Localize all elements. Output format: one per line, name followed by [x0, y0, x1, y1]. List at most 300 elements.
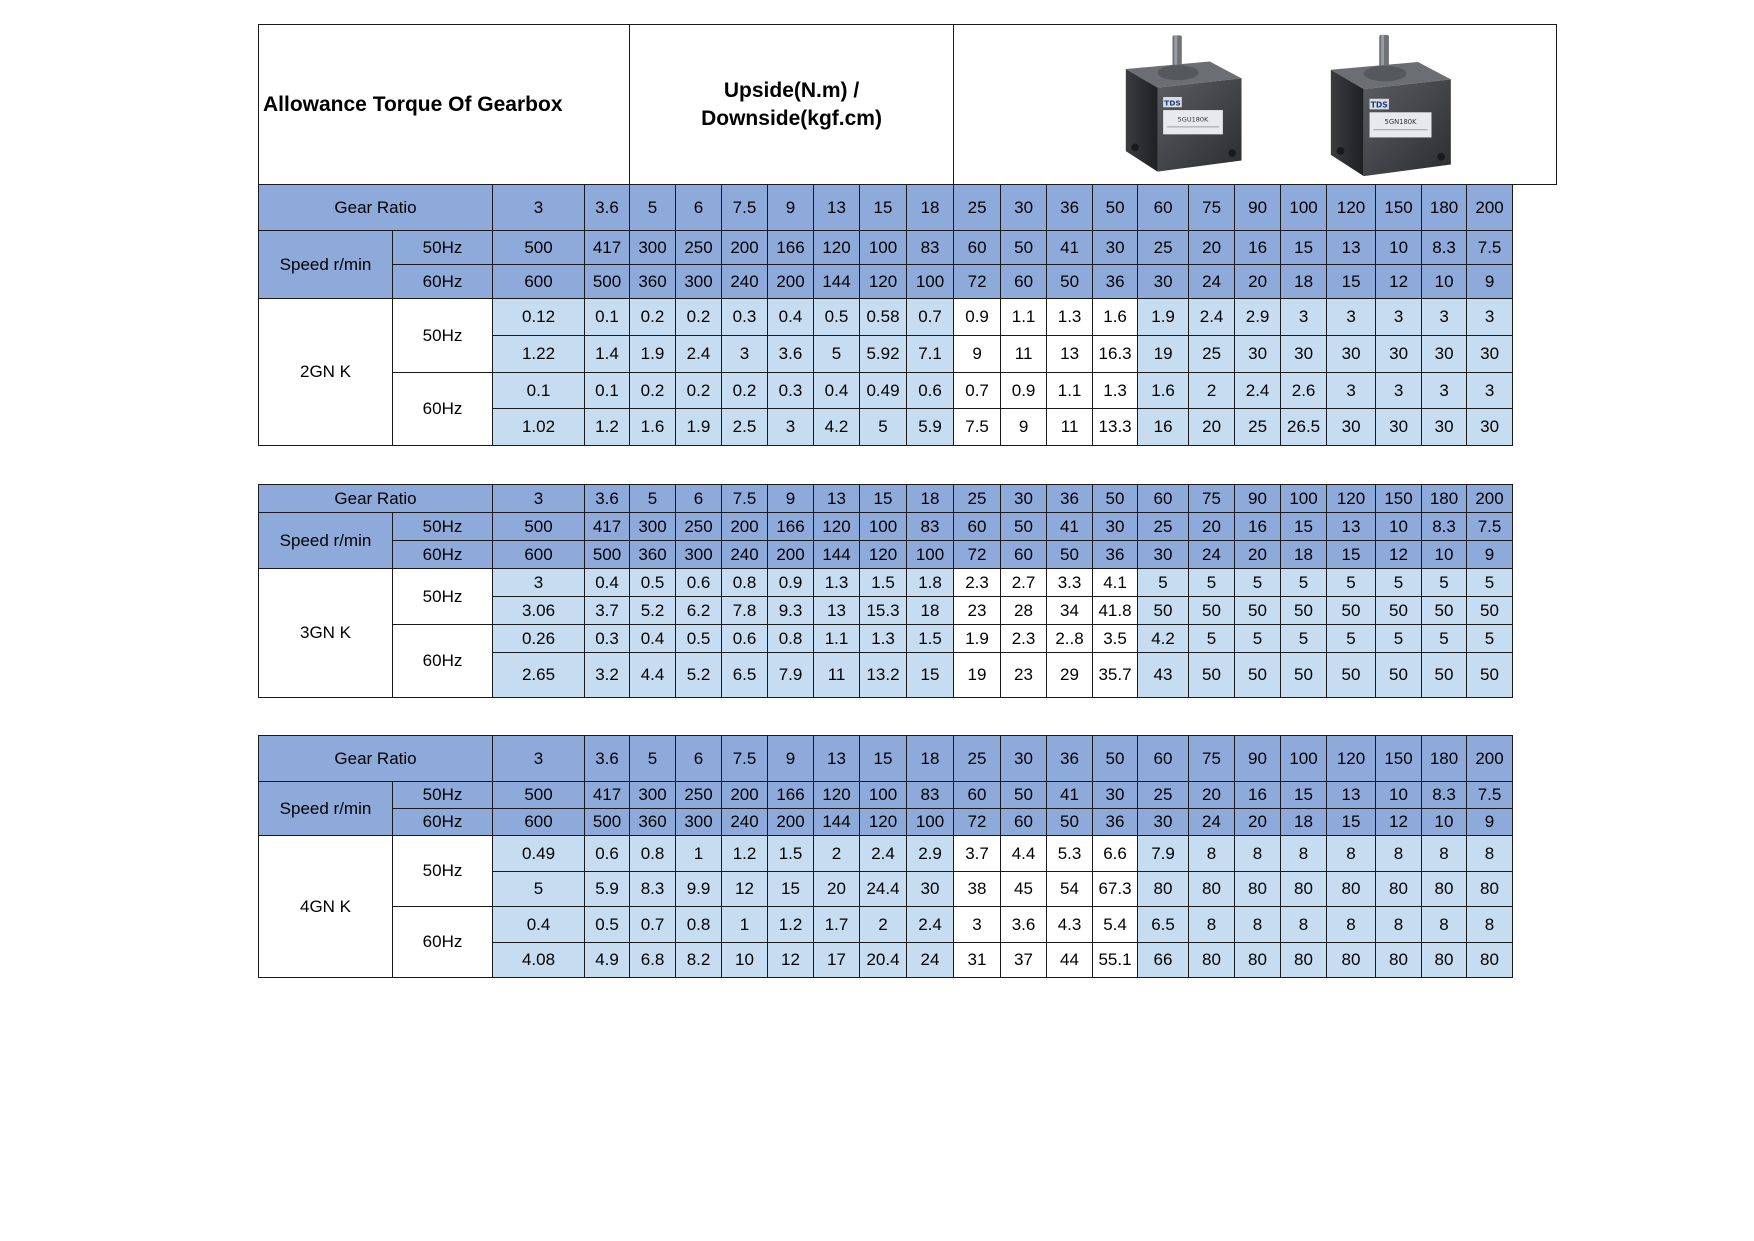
table-row [259, 513, 1557, 541]
torque-value: 50 [1422, 653, 1467, 698]
torque-value: 6.8 [630, 943, 676, 978]
speed-50hz-value: 25 [1138, 231, 1189, 265]
torque-value: 4.08 [493, 943, 585, 978]
torque-value: 2.4 [907, 907, 954, 943]
torque-value: 50 [1189, 653, 1235, 698]
speed-50hz-value: 20 [1189, 782, 1235, 809]
torque-value: 5 [1467, 625, 1513, 653]
gear-ratio-label: Gear Ratio [259, 185, 493, 231]
torque-value: 5 [1189, 569, 1235, 597]
torque-value: 5 [1376, 569, 1422, 597]
torque-value: 50 [1235, 653, 1281, 698]
speed-60hz-value: 20 [1235, 265, 1281, 299]
torque-value: 9.9 [676, 872, 722, 907]
frequency-60hz-label: 60Hz [393, 265, 493, 299]
speed-60hz-value: 100 [907, 809, 954, 836]
frequency-50hz-label: 50Hz [393, 231, 493, 265]
torque-value: 16 [1138, 409, 1189, 446]
speed-60hz-value: 144 [814, 809, 860, 836]
torque-value: 31 [954, 943, 1001, 978]
speed-60hz-value: 36 [1093, 265, 1138, 299]
speed-60hz-value: 12 [1376, 809, 1422, 836]
torque-value: 3.6 [1001, 907, 1047, 943]
speed-50hz-value: 120 [814, 231, 860, 265]
torque-value: 0.1 [493, 373, 585, 409]
torque-value: 3 [1327, 299, 1376, 336]
torque-value: 2.5 [722, 409, 768, 446]
speed-60hz-value: 10 [1422, 541, 1467, 569]
torque-value: 25 [1235, 409, 1281, 446]
torque-value: 30 [907, 872, 954, 907]
speed-label: Speed r/min [259, 513, 393, 569]
gear-ratio-value: 15 [860, 736, 907, 782]
page-title: Allowance Torque Of Gearbox [259, 25, 630, 185]
speed-50hz-value: 20 [1189, 231, 1235, 265]
torque-value: 1.22 [493, 336, 585, 373]
gear-ratio-value: 7.5 [722, 185, 768, 231]
speed-50hz-value: 15 [1281, 782, 1327, 809]
gear-ratio-value: 5 [630, 736, 676, 782]
torque-value: 0.4 [814, 373, 860, 409]
torque-value: 44 [1047, 943, 1093, 978]
torque-value: 20 [1189, 409, 1235, 446]
torque-value: 2.3 [1001, 625, 1047, 653]
torque-value: 30 [1376, 336, 1422, 373]
torque-value: 4.2 [1138, 625, 1189, 653]
svg-text:5GU180K: 5GU180K [1177, 115, 1209, 124]
gear-ratio-value: 13 [814, 485, 860, 513]
gear-ratio-value: 5 [630, 485, 676, 513]
speed-60hz-value: 30 [1138, 265, 1189, 299]
frequency-50hz-label: 50Hz [393, 782, 493, 809]
gear-ratio-value: 18 [907, 185, 954, 231]
gearbox-motor-icon [1309, 31, 1463, 181]
torque-value: 1.6 [630, 409, 676, 446]
table-row [259, 809, 1557, 836]
frequency-60hz-label: 60Hz [393, 625, 493, 698]
speed-60hz-value: 300 [676, 265, 722, 299]
torque-value: 15 [768, 872, 814, 907]
torque-value: 1.3 [1093, 373, 1138, 409]
torque-value: 13 [814, 597, 860, 625]
gear-ratio-value: 3 [493, 185, 585, 231]
gear-ratio-value: 100 [1281, 485, 1327, 513]
gear-ratio-value: 150 [1376, 185, 1422, 231]
torque-value: 9 [1001, 409, 1047, 446]
gear-ratio-value: 90 [1235, 485, 1281, 513]
gear-ratio-label: Gear Ratio [259, 485, 493, 513]
torque-table-3gn [258, 484, 1557, 698]
torque-value: 0.6 [585, 836, 630, 872]
torque-value: 80 [1422, 872, 1467, 907]
torque-value: 1.5 [907, 625, 954, 653]
torque-value: 0.8 [676, 907, 722, 943]
torque-value: 5 [1376, 625, 1422, 653]
speed-60hz-value: 500 [585, 541, 630, 569]
torque-value: 2.4 [860, 836, 907, 872]
torque-value: 8 [1422, 836, 1467, 872]
table-row [259, 185, 1557, 231]
torque-value: 80 [1327, 943, 1376, 978]
speed-60hz-value: 120 [860, 541, 907, 569]
torque-value: 3 [1422, 299, 1467, 336]
gear-ratio-value: 120 [1327, 736, 1376, 782]
torque-value: 50 [1327, 653, 1376, 698]
speed-50hz-value: 100 [860, 231, 907, 265]
speed-60hz-value: 9 [1467, 265, 1513, 299]
unit-upside: Upside(N.m) / [723, 78, 860, 102]
torque-value: 8 [1235, 836, 1281, 872]
torque-value: 4.1 [1093, 569, 1138, 597]
speed-50hz-value: 250 [676, 782, 722, 809]
torque-value: 8 [1327, 907, 1376, 943]
torque-value: 50 [1467, 653, 1513, 698]
torque-value: 7.8 [722, 597, 768, 625]
gear-ratio-value: 6 [676, 736, 722, 782]
torque-value: 11 [1047, 409, 1093, 446]
speed-60hz-value: 36 [1093, 541, 1138, 569]
speed-50hz-value: 166 [768, 231, 814, 265]
torque-value: 80 [1327, 872, 1376, 907]
gear-ratio-value: 60 [1138, 185, 1189, 231]
torque-value: 2..8 [1047, 625, 1093, 653]
speed-60hz-value: 600 [493, 541, 585, 569]
torque-value: 5 [1189, 625, 1235, 653]
speed-60hz-value: 10 [1422, 809, 1467, 836]
torque-value: 5 [1281, 569, 1327, 597]
torque-value: 0.5 [676, 625, 722, 653]
torque-value: 4.3 [1047, 907, 1093, 943]
speed-50hz-value: 250 [676, 231, 722, 265]
torque-value: 15.3 [860, 597, 907, 625]
torque-value: 50 [1235, 597, 1281, 625]
torque-value: 0.7 [907, 299, 954, 336]
torque-value: 1.6 [1093, 299, 1138, 336]
torque-value: 12 [768, 943, 814, 978]
torque-value: 1.5 [860, 569, 907, 597]
torque-value: 50 [1376, 653, 1422, 698]
speed-50hz-value: 15 [1281, 513, 1327, 541]
gear-ratio-value: 120 [1327, 485, 1376, 513]
unit-caption [630, 25, 954, 185]
gear-ratio-value: 180 [1422, 485, 1467, 513]
torque-value: 35.7 [1093, 653, 1138, 698]
torque-value: 1.4 [585, 336, 630, 373]
gear-ratio-value: 36 [1047, 736, 1093, 782]
torque-value: 5 [860, 409, 907, 446]
speed-60hz-value: 60 [1001, 809, 1047, 836]
torque-value: 45 [1001, 872, 1047, 907]
speed-50hz-value: 20 [1189, 513, 1235, 541]
torque-value: 66 [1138, 943, 1189, 978]
torque-value: 0.6 [676, 569, 722, 597]
torque-value: 30 [1467, 409, 1513, 446]
torque-value: 0.2 [676, 299, 722, 336]
torque-value: 3 [493, 569, 585, 597]
torque-value: 0.3 [585, 625, 630, 653]
torque-value: 41.8 [1093, 597, 1138, 625]
torque-value: 9 [954, 336, 1001, 373]
gear-ratio-value: 9 [768, 185, 814, 231]
torque-value: 11 [814, 653, 860, 698]
torque-value: 16.3 [1093, 336, 1138, 373]
torque-value: 8 [1235, 907, 1281, 943]
speed-60hz-value: 144 [814, 541, 860, 569]
torque-value: 0.4 [493, 907, 585, 943]
speed-50hz-value: 30 [1093, 782, 1138, 809]
table-row [259, 485, 1557, 513]
speed-60hz-value: 360 [630, 265, 676, 299]
gear-ratio-value: 15 [860, 485, 907, 513]
speed-60hz-value: 600 [493, 809, 585, 836]
torque-value: 2.9 [907, 836, 954, 872]
torque-value: 7.5 [954, 409, 1001, 446]
speed-60hz-value: 20 [1235, 809, 1281, 836]
gear-ratio-value: 13 [814, 736, 860, 782]
torque-value: 8 [1376, 836, 1422, 872]
speed-50hz-value: 417 [585, 782, 630, 809]
speed-60hz-value: 15 [1327, 809, 1376, 836]
gear-ratio-value: 200 [1467, 485, 1513, 513]
torque-value: 30 [1281, 336, 1327, 373]
torque-value: 5 [1235, 625, 1281, 653]
torque-value: 30 [1422, 409, 1467, 446]
table-row [259, 782, 1557, 809]
speed-label: Speed r/min [259, 231, 393, 299]
torque-value: 0.9 [1001, 373, 1047, 409]
table-row [259, 299, 1557, 336]
speed-50hz-value: 15 [1281, 231, 1327, 265]
speed-50hz-value: 300 [630, 513, 676, 541]
torque-value: 1.5 [768, 836, 814, 872]
torque-value: 3 [722, 336, 768, 373]
torque-value: 1.2 [585, 409, 630, 446]
gear-ratio-value: 75 [1189, 185, 1235, 231]
torque-value: 80 [1422, 943, 1467, 978]
torque-value: 50 [1281, 653, 1327, 698]
speed-60hz-value: 100 [907, 541, 954, 569]
speed-50hz-value: 60 [954, 231, 1001, 265]
torque-value: 1 [722, 907, 768, 943]
speed-60hz-value: 15 [1327, 541, 1376, 569]
speed-60hz-value: 50 [1047, 265, 1093, 299]
speed-50hz-value: 100 [860, 782, 907, 809]
speed-50hz-value: 7.5 [1467, 782, 1513, 809]
torque-value: 8 [1327, 836, 1376, 872]
speed-60hz-value: 9 [1467, 541, 1513, 569]
torque-value: 3 [1467, 299, 1513, 336]
torque-value: 5 [1422, 625, 1467, 653]
frequency-50hz-label: 50Hz [393, 299, 493, 373]
torque-value: 15 [907, 653, 954, 698]
gear-ratio-value: 25 [954, 485, 1001, 513]
speed-50hz-value: 50 [1001, 513, 1047, 541]
table-row [259, 836, 1557, 872]
speed-50hz-value: 16 [1235, 782, 1281, 809]
torque-value: 0.6 [907, 373, 954, 409]
speed-60hz-value: 500 [585, 809, 630, 836]
table-row [259, 231, 1557, 265]
model-label: 3GN K [259, 569, 393, 698]
torque-value: 3 [768, 409, 814, 446]
torque-value: 2 [1189, 373, 1235, 409]
gear-ratio-value: 6 [676, 185, 722, 231]
torque-value: 2.9 [1235, 299, 1281, 336]
speed-50hz-value: 30 [1093, 231, 1138, 265]
torque-value: 7.9 [1138, 836, 1189, 872]
torque-value: 8 [1467, 836, 1513, 872]
torque-value: 1.6 [1138, 373, 1189, 409]
torque-value: 5.92 [860, 336, 907, 373]
torque-value: 1.9 [630, 336, 676, 373]
gear-ratio-value: 30 [1001, 736, 1047, 782]
gear-ratio-value: 3 [493, 736, 585, 782]
torque-value: 0.6 [722, 625, 768, 653]
gearbox-motor-icon [1109, 27, 1249, 181]
speed-50hz-value: 200 [722, 782, 768, 809]
torque-value: 13.2 [860, 653, 907, 698]
torque-value: 43 [1138, 653, 1189, 698]
torque-value: 8.3 [630, 872, 676, 907]
gear-ratio-value: 75 [1189, 736, 1235, 782]
speed-50hz-value: 500 [493, 231, 585, 265]
torque-value: 25 [1189, 336, 1235, 373]
torque-value: 7.1 [907, 336, 954, 373]
speed-60hz-value: 24 [1189, 809, 1235, 836]
speed-60hz-value: 24 [1189, 541, 1235, 569]
torque-value: 4.2 [814, 409, 860, 446]
speed-60hz-value: 12 [1376, 541, 1422, 569]
torque-value: 20.4 [860, 943, 907, 978]
torque-value: 2.65 [493, 653, 585, 698]
torque-value: 80 [1281, 872, 1327, 907]
torque-value: 6.5 [1138, 907, 1189, 943]
speed-50hz-value: 200 [722, 231, 768, 265]
speed-50hz-value: 50 [1001, 782, 1047, 809]
torque-value: 5 [1138, 569, 1189, 597]
speed-50hz-value: 300 [630, 231, 676, 265]
speed-50hz-value: 60 [954, 782, 1001, 809]
torque-value: 0.4 [768, 299, 814, 336]
torque-value: 5 [1467, 569, 1513, 597]
torque-value: 0.7 [954, 373, 1001, 409]
torque-value: 80 [1376, 872, 1422, 907]
speed-50hz-value: 41 [1047, 513, 1093, 541]
speed-50hz-value: 8.3 [1422, 513, 1467, 541]
torque-value: 0.3 [722, 299, 768, 336]
gear-ratio-value: 5 [630, 185, 676, 231]
torque-value: 30 [1422, 336, 1467, 373]
torque-value: 80 [1235, 872, 1281, 907]
speed-60hz-value: 72 [954, 541, 1001, 569]
gear-ratio-value: 9 [768, 485, 814, 513]
torque-value: 54 [1047, 872, 1093, 907]
torque-value: 2.6 [1281, 373, 1327, 409]
torque-value: 3.06 [493, 597, 585, 625]
speed-60hz-value: 200 [768, 809, 814, 836]
gear-ratio-value: 13 [814, 185, 860, 231]
speed-60hz-value: 72 [954, 265, 1001, 299]
speed-60hz-value: 600 [493, 265, 585, 299]
torque-value: 23 [1001, 653, 1047, 698]
speed-60hz-value: 120 [860, 265, 907, 299]
speed-50hz-value: 83 [907, 513, 954, 541]
torque-value: 3 [1281, 299, 1327, 336]
gear-ratio-value: 150 [1376, 485, 1422, 513]
torque-value: 80 [1235, 943, 1281, 978]
speed-50hz-value: 10 [1376, 231, 1422, 265]
torque-value: 3 [1376, 299, 1422, 336]
speed-60hz-value: 120 [860, 809, 907, 836]
svg-text:TDS: TDS [1370, 100, 1388, 110]
gear-ratio-value: 9 [768, 736, 814, 782]
torque-value: 1.8 [907, 569, 954, 597]
speed-50hz-value: 83 [907, 782, 954, 809]
gear-ratio-value: 90 [1235, 736, 1281, 782]
torque-value: 5 [1327, 625, 1376, 653]
gear-ratio-value: 6 [676, 485, 722, 513]
frequency-50hz-label: 50Hz [393, 513, 493, 541]
torque-value: 19 [954, 653, 1001, 698]
gear-ratio-value: 7.5 [722, 736, 768, 782]
torque-value: 80 [1138, 872, 1189, 907]
torque-value: 50 [1281, 597, 1327, 625]
torque-value: 50 [1189, 597, 1235, 625]
table-row [259, 625, 1557, 653]
speed-50hz-value: 417 [585, 513, 630, 541]
torque-value: 3 [1422, 373, 1467, 409]
speed-60hz-value: 20 [1235, 541, 1281, 569]
torque-value: 0.5 [814, 299, 860, 336]
gear-ratio-value: 3 [493, 485, 585, 513]
gear-ratio-value: 36 [1047, 485, 1093, 513]
torque-value: 9.3 [768, 597, 814, 625]
torque-value: 0.3 [768, 373, 814, 409]
speed-50hz-value: 30 [1093, 513, 1138, 541]
torque-value: 0.58 [860, 299, 907, 336]
torque-value: 3.6 [768, 336, 814, 373]
gear-ratio-value: 18 [907, 736, 954, 782]
speed-50hz-value: 16 [1235, 231, 1281, 265]
speed-60hz-value: 18 [1281, 265, 1327, 299]
speed-50hz-value: 500 [493, 782, 585, 809]
torque-value: 37 [1001, 943, 1047, 978]
torque-value: 5.2 [630, 597, 676, 625]
torque-value: 1.1 [814, 625, 860, 653]
gear-ratio-value: 30 [1001, 185, 1047, 231]
torque-value: 8 [1376, 907, 1422, 943]
table-row [259, 907, 1557, 943]
torque-value: 0.5 [585, 907, 630, 943]
torque-value: 38 [954, 872, 1001, 907]
gear-ratio-value: 90 [1235, 185, 1281, 231]
torque-value: 18 [907, 597, 954, 625]
torque-value: 24.4 [860, 872, 907, 907]
torque-value: 3 [1327, 373, 1376, 409]
speed-60hz-value: 60 [1001, 265, 1047, 299]
speed-60hz-value: 240 [722, 809, 768, 836]
torque-value: 19 [1138, 336, 1189, 373]
torque-value: 24 [907, 943, 954, 978]
torque-value: 29 [1047, 653, 1093, 698]
torque-value: 0.12 [493, 299, 585, 336]
torque-value: 30 [1327, 409, 1376, 446]
gear-ratio-value: 3.6 [585, 185, 630, 231]
torque-value: 5 [1422, 569, 1467, 597]
torque-value: 0.2 [630, 299, 676, 336]
torque-value: 0.2 [722, 373, 768, 409]
speed-50hz-value: 250 [676, 513, 722, 541]
